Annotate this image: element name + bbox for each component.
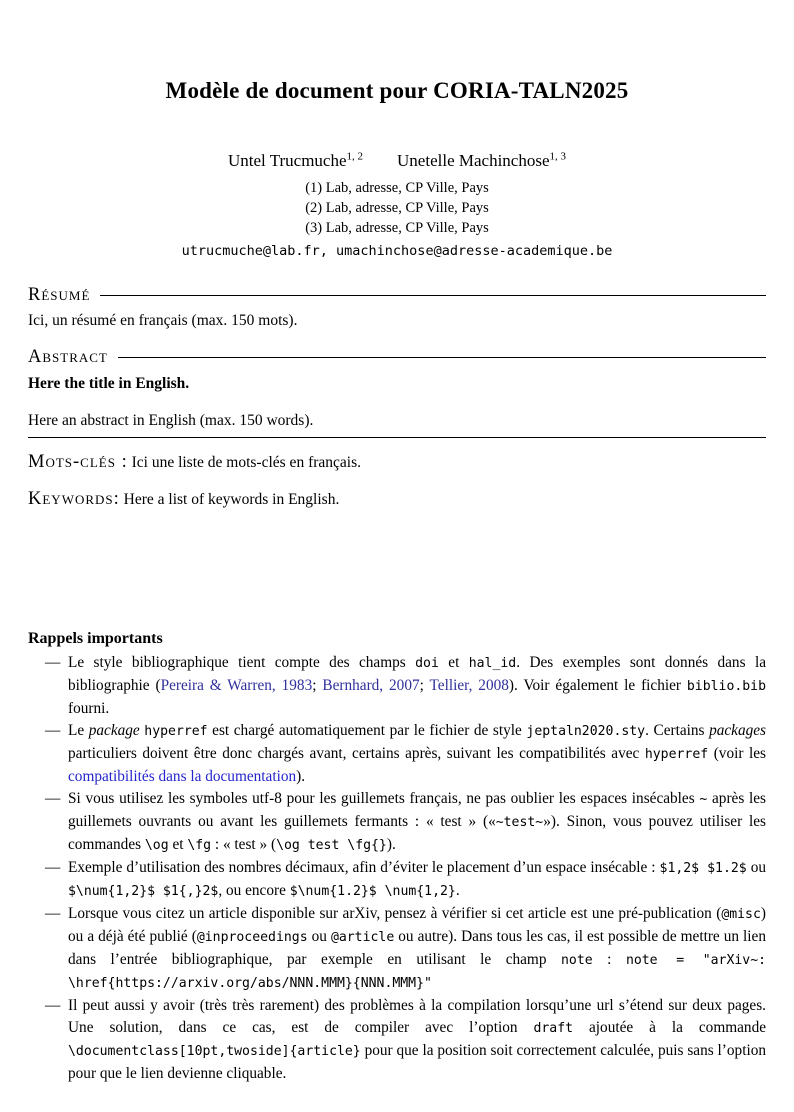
authors-line [28, 150, 766, 171]
keywords-fr-text: Ici une liste de mots-clés en français. [131, 453, 361, 471]
affiliation-3: (3) Lab, adresse, CP Ville, Pays [305, 219, 489, 236]
text-span: ou [307, 927, 331, 945]
note-item-4 [45, 857, 766, 903]
text-span: ou [746, 858, 766, 876]
text-span: Lorsque vous citez un article disponible sur arXiv, pensez à vérifier si cet article est une pré-publication ( [68, 904, 722, 922]
code-span: note = "arXiv~: \href{https://arxiv.org/abs/NNN.MMM}{NNN.MMM}" [68, 952, 767, 991]
code-span: biblio.bib [686, 678, 767, 694]
text-span: pour que la position soit correctement calculée, puis sans l’option pour que le lien devienne cliquable. [68, 1041, 766, 1082]
notes-list [28, 652, 766, 1085]
note-item-5 [45, 903, 766, 995]
list-dash-icon: — [45, 996, 61, 1014]
author-2-affil-marks: 1, 3 [549, 150, 566, 162]
code-span: jeptaln2020.sty [526, 723, 646, 739]
code-span: @misc [721, 906, 761, 922]
author-emails[interactable]: utrucmuche@lab.fr, umachinchose@adresse-academique.be [181, 242, 613, 259]
code-span: $\num{1.2}$ \num{1,2} [289, 883, 456, 899]
text-span: Si vous utilisez les symboles utf-8 pour les guillemets français, ne pas oublier les espaces insécables [68, 789, 700, 807]
text-span: Exemple d’utilisation des nombres décimaux, afin d’éviter le placement d’un espace insécable : [68, 858, 660, 876]
text-span: , ou encore [218, 881, 290, 899]
code-span: doi [415, 655, 439, 671]
code-span: $1,2$ $1.2$ [659, 860, 747, 876]
text-span: Le style bibliographique tient compte des champs [68, 653, 416, 671]
keywords-fr-row [28, 450, 766, 475]
text-span: et [168, 835, 188, 853]
code-span: $\num{1,2}$ $1{,}2$ [68, 883, 219, 899]
note-item-3-text [68, 788, 766, 857]
code-span: \documentclass[10pt,twoside]{article} [68, 1043, 361, 1059]
text-span: et [438, 653, 469, 671]
text-span: ). [386, 835, 396, 853]
affiliation-2: (2) Lab, adresse, CP Ville, Pays [305, 199, 489, 216]
code-span: \og [144, 837, 169, 853]
list-dash-icon: — [45, 904, 61, 922]
notes-section [28, 628, 766, 1085]
text-span: ; [419, 676, 430, 694]
text-span: est chargé automatiquement par le fichier de style [207, 721, 527, 739]
text-span: Le [68, 721, 89, 739]
code-span: hyperref [644, 746, 709, 762]
keywords-en-text: Here a list of keywords in English. [123, 490, 340, 508]
code-span: ~test~ [495, 814, 544, 830]
code-span: @article [330, 929, 395, 945]
note-item-4-text [68, 857, 766, 903]
citation-link[interactable]: Bernhard, 2007 [322, 676, 420, 694]
keywords-en-label: Keywords: [28, 488, 120, 509]
keywords-fr-label: Mots-clés : [28, 451, 128, 472]
resume-text: Ici, un résumé en français (max. 150 mots). [28, 311, 298, 329]
note-item-2-text [68, 720, 766, 788]
english-title: Here the title in English. [28, 374, 190, 392]
note-item-2 [45, 720, 766, 788]
text-span: fourni. [68, 699, 110, 717]
code-span: \fg [187, 837, 212, 853]
resume-rule [100, 295, 766, 296]
text-span: Il peut aussi y avoir (très très rarement) des problèmes à la compilation lorsqu’une url s’étend sur deux pages. Une solution, dans ce cas, est de compiler avec l’option [68, 996, 766, 1036]
note-item-6 [45, 995, 766, 1085]
resume-section [28, 284, 766, 332]
note-item-6-text [68, 995, 766, 1085]
text-span: ajoutée à la commande [573, 1018, 767, 1036]
list-dash-icon: — [45, 858, 61, 876]
citation-link[interactable]: Pereira & Warren, 1983 [160, 676, 313, 694]
text-span: ). Voir également le fichier [508, 676, 687, 694]
code-span: hyperref [144, 723, 208, 739]
text-span: ). [296, 767, 306, 785]
author-1-affil-marks: 1, 2 [346, 150, 364, 162]
text-span: après les guillemets ouvrants ou avant les guillemets fermants : « test » (« [68, 789, 766, 830]
note-item-1-text [68, 652, 766, 720]
resume-label: Résumé [28, 284, 91, 305]
italic-span: package [88, 721, 140, 739]
text-span: ) ou a déjà été publié ( [68, 904, 766, 945]
code-span: ~ [699, 791, 708, 807]
notes-heading: Rappels importants [28, 629, 163, 647]
abstract-rule [118, 357, 766, 358]
list-dash-icon: — [45, 653, 61, 671]
code-span: @inproceedings [196, 929, 308, 945]
text-span: . [455, 881, 460, 899]
text-span: »). Sinon, vous pouvez utiliser les commandes [68, 812, 766, 853]
list-dash-icon: — [45, 721, 61, 739]
abstract-label: Abstract [28, 346, 108, 367]
text-span: . Certains [645, 721, 710, 739]
text-span: ; [312, 676, 323, 694]
abstract-text: Here an abstract in English (max. 150 words). [28, 410, 766, 438]
affiliations-block [28, 178, 766, 238]
abstract-section [28, 346, 766, 438]
abstract-header-row [28, 346, 766, 368]
text-span: particuliers doivent être donc chargés avant, certains après, suivant les compatibilités avec [68, 744, 645, 762]
code-span: note [561, 952, 593, 968]
citation-link[interactable]: Tellier, 2008 [429, 676, 509, 694]
keywords-en-row [28, 487, 766, 512]
note-item-3 [45, 788, 766, 857]
author-2 [397, 151, 566, 170]
author-1-name: Untel Trucmuche [228, 150, 347, 170]
italic-span: packages [709, 721, 767, 739]
list-dash-icon: — [45, 789, 61, 807]
paper-title: Modèle de document pour CORIA-TALN2025 [165, 78, 629, 103]
text-span: ou autre). Dans tous les cas, il est possible de mettre un lien dans l’entrée bibliographique, par exemple en utilisant le champ [68, 927, 766, 968]
code-span: \og test \fg{} [276, 837, 387, 853]
text-span: : « test » ( [211, 835, 277, 853]
code-span: draft [533, 1020, 574, 1036]
documentation-link[interactable]: compatibilités dans la documentation [68, 767, 297, 785]
author-2-name: Unetelle Machinchose [397, 150, 550, 170]
text-span: . Des exemples sont donnés dans la bibliographie ( [68, 653, 766, 694]
resume-header-row [28, 284, 766, 306]
author-1 [228, 151, 363, 170]
text-span: : [592, 950, 626, 968]
affiliation-1: (1) Lab, adresse, CP Ville, Pays [305, 179, 489, 196]
text-span: (voir les [708, 744, 766, 762]
code-span: hal_id [468, 655, 517, 671]
note-item-1 [45, 652, 766, 720]
note-item-5-text [68, 903, 766, 995]
